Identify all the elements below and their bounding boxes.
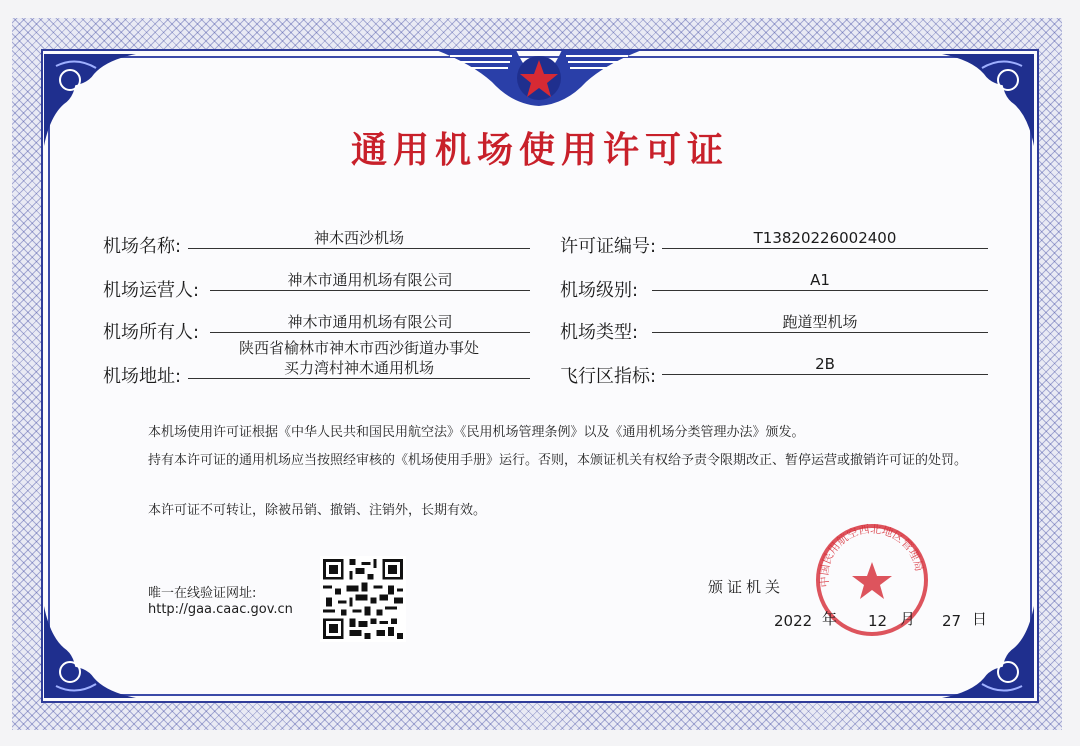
certificate-title: 通用机场使用许可证 <box>350 129 729 171</box>
address-value <box>188 338 530 379</box>
license-number-value: T13820226002400 <box>662 228 988 249</box>
airport-level-label: 机场级别: <box>560 280 639 301</box>
address-label: 机场地址: <box>103 366 182 387</box>
seal-text: 中国民用航空西北地区管理局 <box>817 522 926 588</box>
address-line-2: 买力湾村神木通用机场 <box>283 359 434 377</box>
date-month: 12 <box>868 612 888 630</box>
qr-code[interactable] <box>320 556 406 642</box>
paragraph-legal-basis: 本机场使用许可证根据《中华人民共和国民用航空法》《民用机场管理条例》以及《通用机场分类管理办法》颁发。 <box>148 425 805 440</box>
owner-value: 神木市通用机场有限公司 <box>210 312 530 333</box>
airport-type-label: 机场类型: <box>560 322 639 343</box>
airport-name-value: 神木西沙机场 <box>188 228 530 249</box>
license-number-label: 许可证编号: <box>560 236 657 257</box>
date-month-unit: 月 <box>900 610 916 628</box>
operator-label: 机场运营人: <box>103 280 200 301</box>
owner-label: 机场所有人: <box>103 322 200 343</box>
verification-url[interactable]: http://gaa.caac.gov.cn <box>148 602 293 617</box>
flight-zone-label: 飞行区指标: <box>560 366 657 387</box>
issuer-label: 颁证机关 <box>708 578 785 596</box>
corner-ornament-bottom-left <box>36 596 146 706</box>
flight-zone-value: 2B <box>662 354 988 375</box>
airport-type-value: 跑道型机场 <box>652 312 988 333</box>
date-day-unit: 日 <box>972 610 988 628</box>
paragraph-validity: 本许可证不可转让，除被吊销、撤销、注销外，长期有效。 <box>148 503 487 518</box>
paragraph-operation-rules: 持有本许可证的通用机场应当按照经审核的《机场使用手册》运行。否则，本颁证机关有权给予责令限期改正、暂停运营或撤销许可证的处罚。 <box>148 453 968 468</box>
date-year: 2022 <box>774 612 813 630</box>
date-day: 27 <box>942 612 962 630</box>
date-year-unit: 年 <box>822 610 838 628</box>
airport-level-value: A1 <box>652 270 988 291</box>
caac-wing-emblem <box>436 46 642 116</box>
verification-label: 唯一在线验证网址: <box>148 586 257 601</box>
operator-value: 神木市通用机场有限公司 <box>210 270 530 291</box>
airport-name-label: 机场名称: <box>103 236 182 257</box>
address-line-1: 陕西省榆林市神木市西沙街道办事处 <box>238 339 479 357</box>
